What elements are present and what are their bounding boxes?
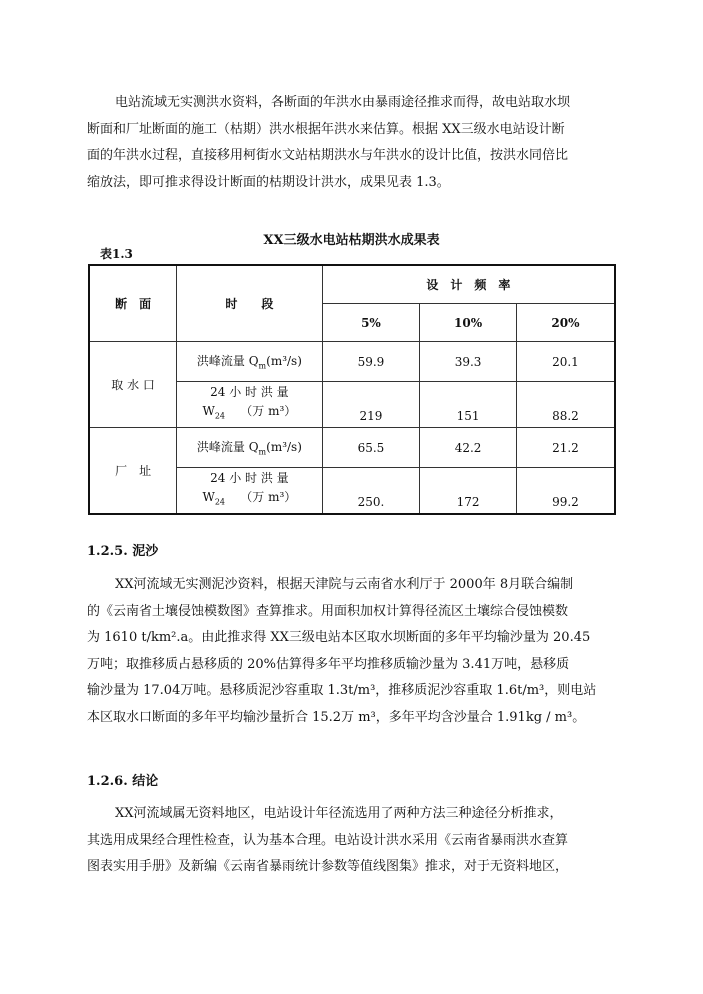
value-cell: 88.2 bbox=[516, 382, 615, 428]
sediment-paragraph bbox=[87, 572, 617, 731]
header-freq-20: 20% bbox=[516, 304, 615, 342]
conclusion-line: 其选用成果经合理性检查，认为基本合理。电站设计洪水采用《云南省暴雨洪水查算 bbox=[87, 832, 569, 848]
section-heading-sediment: 1.2.5. 泥沙 bbox=[87, 544, 159, 559]
value-cell: 65.5 bbox=[322, 428, 420, 468]
value-cell: 219 bbox=[322, 382, 420, 428]
value-cell: 20.1 bbox=[516, 342, 615, 382]
table-label: 表1.3 bbox=[100, 247, 133, 261]
sediment-line: 为 1610 t/km².a。由此推求得 XX三级电站本区取水坝断面的多年平均输沙量为 20.45 bbox=[87, 630, 591, 645]
header-freq-5: 5% bbox=[322, 304, 420, 342]
table-header-row bbox=[89, 265, 615, 304]
conclusion-line: 图表实用手册》及新编《云南省暴雨统计参数等值线图集》推求，对于无资料地区， bbox=[87, 859, 569, 874]
flood-table bbox=[88, 264, 616, 515]
table-title: XX三级水电站枯期洪水成果表 bbox=[263, 233, 440, 248]
period-cell: 24 小 时 洪 量 $W_{24}$ （万 m³） bbox=[177, 468, 323, 515]
sediment-line: 输沙量为 17.04万吨。悬移质泥沙容重取 1.3t/m³，推移质泥沙容重取 1.6t/m³，则电站 bbox=[87, 683, 597, 698]
value-cell: 21.2 bbox=[516, 428, 615, 468]
period-cell: 24 小 时 洪 量 $W_{24}$ （万 m³） bbox=[177, 382, 323, 428]
table-row bbox=[89, 428, 615, 468]
header-freq-10: 10% bbox=[420, 304, 517, 342]
intro-line: 电站流域无实测洪水资料，各断面的年洪水由暴雨途径推求而得，故电站取水坝 bbox=[115, 95, 571, 110]
intro-paragraph bbox=[87, 90, 617, 196]
header-section: 断 面 bbox=[89, 265, 177, 342]
period-cell: 洪峰流量 $Q_m(m^3/s)$ bbox=[177, 342, 323, 382]
value-cell: 42.2 bbox=[420, 428, 517, 468]
intro-line: 断面和厂址断面的施工（枯期）洪水根据年洪水来估算。根据 XX三级水电站设计断 bbox=[87, 121, 565, 137]
sediment-line: 万吨；取推移质占悬移质的 20%估算得多年平均推移质输沙量为 3.41万吨，悬移质 bbox=[87, 656, 570, 672]
conclusion-line: XX河流域属无资料地区，电站设计年径流选用了两种方法三种途径分析推求， bbox=[115, 806, 563, 821]
section-cell: 厂 址 bbox=[89, 428, 177, 515]
value-cell: 250. bbox=[322, 468, 420, 515]
header-period: 时 段 bbox=[177, 265, 323, 342]
table-row bbox=[89, 342, 615, 382]
section-heading-conclusion: 1.2.6. 结论 bbox=[87, 774, 159, 789]
value-cell: 172 bbox=[420, 468, 517, 515]
value-cell: 151 bbox=[420, 382, 517, 428]
period-cell: 洪峰流量 $Q_m(m^3/s)$ bbox=[177, 428, 323, 468]
value-cell: 59.9 bbox=[322, 342, 420, 382]
header-frequency: 设 计 频 率 bbox=[322, 265, 615, 304]
intro-line: 缩放法，即可推求得设计断面的枯期设计洪水，成果见表 1.3。 bbox=[87, 174, 450, 190]
section-cell: 取 水 口 bbox=[89, 342, 177, 428]
conclusion-paragraph bbox=[87, 801, 617, 881]
sediment-line: XX河流域无实测泥沙资料，根据天津院与云南省水利厅于 2000年 8月联合编制 bbox=[115, 577, 574, 592]
intro-line: 面的年洪水过程，直接移用柯街水文站枯期洪水与年洪水的设计比值，按洪水同倍比 bbox=[87, 148, 569, 163]
value-cell: 39.3 bbox=[420, 342, 517, 382]
value-cell: 99.2 bbox=[516, 468, 615, 515]
sediment-line: 的《云南省土壤侵蚀模数图》查算推求。用面积加权计算得径流区土壤综合侵蚀模数 bbox=[87, 603, 569, 619]
sediment-line: 本区取水口断面的多年平均输沙量折合 15.2万 m³，多年平均含沙量合 1.91kg / m³。 bbox=[87, 709, 586, 725]
